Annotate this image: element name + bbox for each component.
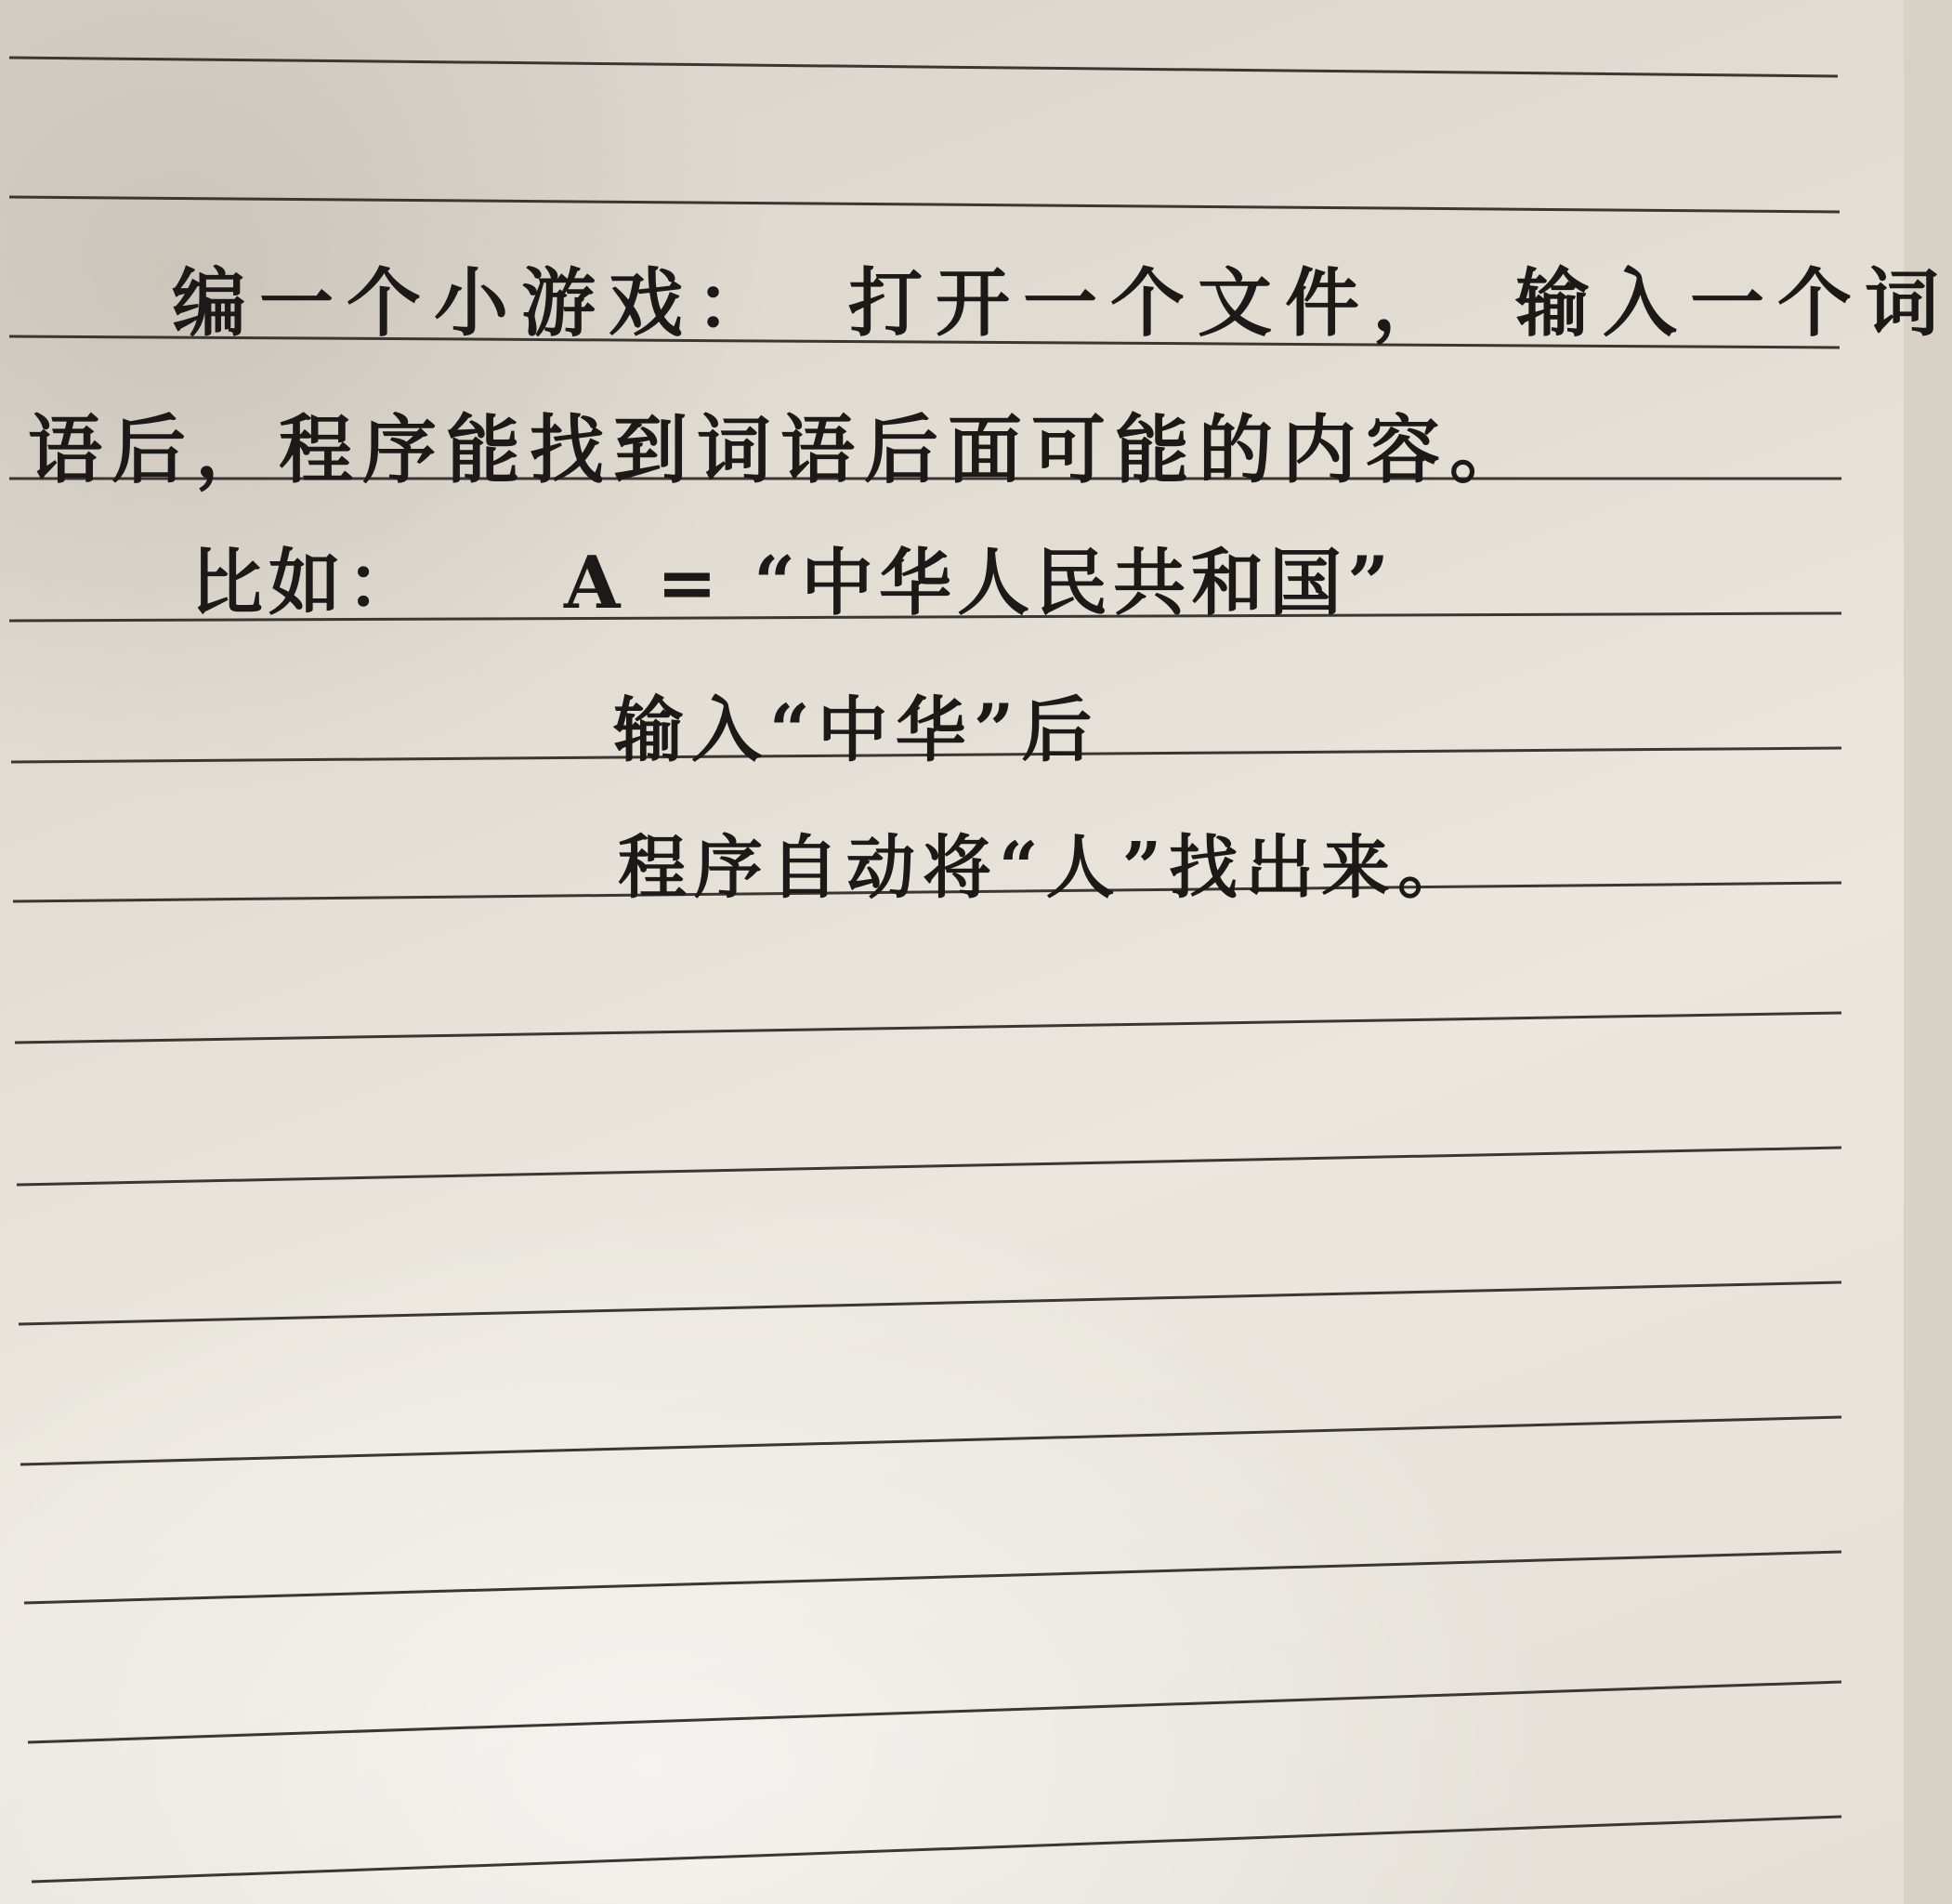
handwritten-line-3 <box>190 525 1395 629</box>
rule-line <box>17 1148 1841 1185</box>
handwritten-line-5: 程序自动将“人”找出来。 <box>618 828 1474 908</box>
handwritten-line-2: 语后，程序能找到词语后面可能的内容。 <box>28 406 1533 493</box>
line1-part-c: 输入一个词 <box>1515 259 1952 347</box>
rule-line <box>9 58 1838 76</box>
rule-line <box>28 1682 1841 1742</box>
rule-line <box>9 197 1840 212</box>
rule-line <box>20 1417 1841 1464</box>
line3-part-a: 比如： <box>190 541 426 625</box>
line1-part-a: 编一个小游戏： <box>172 259 783 347</box>
rule-line <box>15 1013 1841 1043</box>
handwritten-line-1 <box>172 243 1952 350</box>
rule-line <box>32 1817 1841 1882</box>
line3-part-b: A = “中华人民共和国” <box>564 541 1395 625</box>
line1-part-b: 打开一个文件， <box>848 259 1460 347</box>
rule-line <box>24 1552 1841 1603</box>
rule-line <box>19 1282 1841 1324</box>
handwritten-line-4: 输入“中华”后 <box>613 689 1100 771</box>
